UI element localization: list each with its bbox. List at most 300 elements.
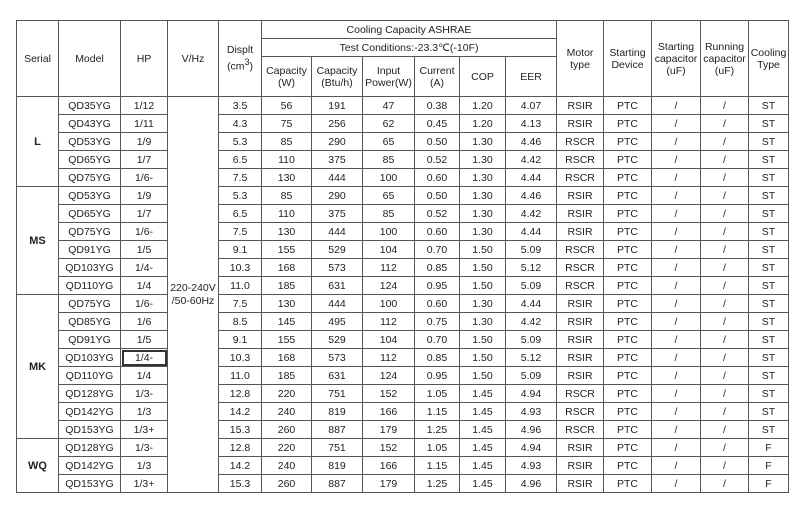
eer-cell: 5.12	[506, 259, 557, 277]
current-cell: 1.15	[415, 457, 460, 475]
current-cell: 0.85	[415, 259, 460, 277]
eer-cell: 4.94	[506, 439, 557, 457]
model-cell: QD91YG	[59, 331, 121, 349]
running-capacitor-cell: /	[701, 367, 749, 385]
header-test-conditions: Test Conditions:-23.3℃(-10F)	[262, 39, 557, 57]
cooling-type-cell: ST	[749, 403, 789, 421]
eer-cell: 4.44	[506, 169, 557, 187]
header-displacement-sup: 3	[244, 57, 250, 68]
hp-cell: 1/6-	[121, 223, 168, 241]
starting-capacitor-cell: /	[652, 421, 701, 439]
capacity-w-cell: 168	[262, 259, 312, 277]
current-cell: 1.05	[415, 439, 460, 457]
displacement-cell: 15.3	[219, 475, 262, 493]
model-cell: QD53YG	[59, 133, 121, 151]
current-cell: 0.85	[415, 349, 460, 367]
starting-capacitor-cell: /	[652, 367, 701, 385]
table-row	[17, 349, 789, 367]
table-row	[17, 295, 789, 313]
cop-cell: 1.30	[460, 187, 506, 205]
running-capacitor-cell: /	[701, 241, 749, 259]
running-capacitor-cell: /	[701, 349, 749, 367]
eer-cell: 4.93	[506, 457, 557, 475]
cop-cell: 1.30	[460, 295, 506, 313]
starting-device-cell: PTC	[604, 421, 652, 439]
hp-cell: 1/9	[121, 187, 168, 205]
motor-type-cell: RSCR	[557, 151, 604, 169]
cooling-type-cell: ST	[749, 331, 789, 349]
table-row	[17, 313, 789, 331]
motor-type-cell: RSIR	[557, 115, 604, 133]
eer-cell: 4.46	[506, 187, 557, 205]
motor-type-cell: RSIR	[557, 457, 604, 475]
starting-capacitor-cell: /	[652, 187, 701, 205]
cop-cell: 1.45	[460, 385, 506, 403]
current-cell: 1.25	[415, 421, 460, 439]
running-capacitor-cell: /	[701, 97, 749, 115]
hp-cell: 1/5	[121, 331, 168, 349]
starting-capacitor-cell: /	[652, 133, 701, 151]
table-row	[17, 403, 789, 421]
starting-capacitor-cell: /	[652, 205, 701, 223]
eer-cell: 4.94	[506, 385, 557, 403]
table-row	[17, 205, 789, 223]
input-power-cell: 85	[363, 151, 415, 169]
capacity-w-cell: 130	[262, 169, 312, 187]
capacity-btu-cell: 751	[312, 385, 363, 403]
motor-type-cell: RSCR	[557, 403, 604, 421]
motor-type-cell: RSIR	[557, 187, 604, 205]
capacity-btu-cell: 887	[312, 475, 363, 493]
capacity-w-cell: 85	[262, 133, 312, 151]
voltage-cell: 220-240V /50-60Hz	[168, 97, 219, 493]
hp-cell: 1/9	[121, 133, 168, 151]
table-row	[17, 385, 789, 403]
eer-cell: 4.44	[506, 223, 557, 241]
displacement-cell: 10.3	[219, 349, 262, 367]
hp-cell: 1/6-	[121, 295, 168, 313]
input-power-cell: 100	[363, 169, 415, 187]
motor-type-cell: RSIR	[557, 97, 604, 115]
model-cell: QD35YG	[59, 97, 121, 115]
capacity-w-cell: 155	[262, 331, 312, 349]
cooling-type-cell: ST	[749, 259, 789, 277]
current-cell: 0.60	[415, 223, 460, 241]
current-cell: 0.60	[415, 169, 460, 187]
input-power-cell: 100	[363, 295, 415, 313]
cooling-type-cell: ST	[749, 367, 789, 385]
capacity-btu-cell: 375	[312, 205, 363, 223]
table-row	[17, 331, 789, 349]
motor-type-cell: RSCR	[557, 241, 604, 259]
starting-device-cell: PTC	[604, 151, 652, 169]
motor-type-cell: RSCR	[557, 259, 604, 277]
capacity-w-cell: 168	[262, 349, 312, 367]
cop-cell: 1.20	[460, 97, 506, 115]
displacement-cell: 5.3	[219, 187, 262, 205]
cooling-type-cell: F	[749, 475, 789, 493]
input-power-cell: 85	[363, 205, 415, 223]
hp-cell: 1/3+	[121, 475, 168, 493]
displacement-cell: 4.3	[219, 115, 262, 133]
hp-cell: 1/4	[121, 367, 168, 385]
starting-device-cell: PTC	[604, 97, 652, 115]
eer-cell: 4.42	[506, 151, 557, 169]
starting-capacitor-cell: /	[652, 169, 701, 187]
hp-cell: 1/4-	[121, 349, 168, 367]
capacity-w-cell: 130	[262, 223, 312, 241]
capacity-btu-cell: 819	[312, 457, 363, 475]
model-cell: QD91YG	[59, 241, 121, 259]
cop-cell: 1.30	[460, 169, 506, 187]
cooling-type-cell: ST	[749, 277, 789, 295]
eer-cell: 4.96	[506, 475, 557, 493]
displacement-cell: 7.5	[219, 295, 262, 313]
starting-capacitor-cell: /	[652, 241, 701, 259]
capacity-btu-cell: 444	[312, 223, 363, 241]
starting-capacitor-cell: /	[652, 223, 701, 241]
capacity-btu-cell: 290	[312, 187, 363, 205]
table-body	[17, 97, 789, 493]
running-capacitor-cell: /	[701, 313, 749, 331]
motor-type-cell: RSIR	[557, 439, 604, 457]
motor-type-cell: RSIR	[557, 313, 604, 331]
capacity-w-cell: 185	[262, 367, 312, 385]
header-starting-capacitor: Starting capacitor (uF)	[652, 21, 701, 97]
current-cell: 0.70	[415, 241, 460, 259]
capacity-btu-cell: 573	[312, 349, 363, 367]
table-row	[17, 277, 789, 295]
starting-device-cell: PTC	[604, 439, 652, 457]
table-row	[17, 367, 789, 385]
cooling-type-cell: ST	[749, 169, 789, 187]
capacity-w-cell: 260	[262, 421, 312, 439]
input-power-cell: 100	[363, 223, 415, 241]
motor-type-cell: RSCR	[557, 133, 604, 151]
table-row	[17, 151, 789, 169]
starting-device-cell: PTC	[604, 169, 652, 187]
serial-cell: L	[17, 97, 59, 187]
starting-device-cell: PTC	[604, 241, 652, 259]
eer-cell: 4.42	[506, 205, 557, 223]
starting-capacitor-cell: /	[652, 457, 701, 475]
serial-cell: WQ	[17, 439, 59, 493]
current-cell: 0.95	[415, 277, 460, 295]
cooling-type-cell: ST	[749, 151, 789, 169]
starting-device-cell: PTC	[604, 259, 652, 277]
capacity-btu-cell: 290	[312, 133, 363, 151]
hp-cell: 1/3	[121, 403, 168, 421]
table-row	[17, 187, 789, 205]
capacity-w-cell: 110	[262, 151, 312, 169]
cooling-type-cell: ST	[749, 313, 789, 331]
header-displacement	[219, 21, 262, 97]
capacity-btu-cell: 375	[312, 151, 363, 169]
displacement-cell: 8.5	[219, 313, 262, 331]
cooling-type-cell: ST	[749, 349, 789, 367]
input-power-cell: 166	[363, 403, 415, 421]
capacity-w-cell: 220	[262, 385, 312, 403]
starting-capacitor-cell: /	[652, 151, 701, 169]
hp-cell: 1/6-	[121, 169, 168, 187]
header-vhz: V/Hz	[168, 21, 219, 97]
cooling-type-cell: ST	[749, 421, 789, 439]
motor-type-cell: RSIR	[557, 349, 604, 367]
displacement-cell: 7.5	[219, 223, 262, 241]
current-cell: 1.25	[415, 475, 460, 493]
header-model: Model	[59, 21, 121, 97]
current-cell: 0.95	[415, 367, 460, 385]
header-displacement-close: )	[249, 60, 253, 73]
serial-cell: MS	[17, 187, 59, 295]
cooling-type-cell: F	[749, 457, 789, 475]
cop-cell: 1.50	[460, 349, 506, 367]
capacity-w-cell: 75	[262, 115, 312, 133]
table-row	[17, 475, 789, 493]
displacement-cell: 9.1	[219, 241, 262, 259]
starting-device-cell: PTC	[604, 187, 652, 205]
capacity-btu-cell: 631	[312, 277, 363, 295]
hp-cell: 1/5	[121, 241, 168, 259]
model-cell: QD153YG	[59, 421, 121, 439]
starting-device-cell: PTC	[604, 367, 652, 385]
capacity-w-cell: 85	[262, 187, 312, 205]
current-cell: 0.52	[415, 151, 460, 169]
input-power-cell: 179	[363, 475, 415, 493]
cooling-type-cell: ST	[749, 187, 789, 205]
hp-cell: 1/4-	[121, 259, 168, 277]
current-cell: 0.60	[415, 295, 460, 313]
model-cell: QD128YG	[59, 385, 121, 403]
input-power-cell: 104	[363, 241, 415, 259]
hp-cell: 1/3-	[121, 385, 168, 403]
input-power-cell: 124	[363, 367, 415, 385]
capacity-btu-cell: 529	[312, 331, 363, 349]
header-motor-type: Motor type	[557, 21, 604, 97]
serial-cell: MK	[17, 295, 59, 439]
motor-type-cell: RSIR	[557, 295, 604, 313]
running-capacitor-cell: /	[701, 259, 749, 277]
motor-type-cell: RSCR	[557, 169, 604, 187]
input-power-cell: 65	[363, 187, 415, 205]
capacity-w-cell: 56	[262, 97, 312, 115]
input-power-cell: 112	[363, 313, 415, 331]
capacity-w-cell: 260	[262, 475, 312, 493]
capacity-w-cell: 240	[262, 403, 312, 421]
model-cell: QD103YG	[59, 259, 121, 277]
capacity-btu-cell: 529	[312, 241, 363, 259]
header-hp: HP	[121, 21, 168, 97]
input-power-cell: 47	[363, 97, 415, 115]
cop-cell: 1.50	[460, 241, 506, 259]
running-capacitor-cell: /	[701, 205, 749, 223]
table-row	[17, 439, 789, 457]
displacement-cell: 10.3	[219, 259, 262, 277]
hp-cell: 1/3+	[121, 421, 168, 439]
header-input-power: Input Power(W)	[363, 57, 415, 97]
starting-capacitor-cell: /	[652, 439, 701, 457]
eer-cell: 4.46	[506, 133, 557, 151]
header-eer: EER	[506, 57, 557, 97]
cop-cell: 1.45	[460, 421, 506, 439]
model-cell: QD65YG	[59, 205, 121, 223]
cop-cell: 1.45	[460, 439, 506, 457]
motor-type-cell: RSCR	[557, 421, 604, 439]
starting-device-cell: PTC	[604, 457, 652, 475]
starting-device-cell: PTC	[604, 133, 652, 151]
cooling-type-cell: ST	[749, 385, 789, 403]
model-cell: QD75YG	[59, 169, 121, 187]
input-power-cell: 65	[363, 133, 415, 151]
displacement-cell: 14.2	[219, 457, 262, 475]
input-power-cell: 179	[363, 421, 415, 439]
cooling-type-cell: ST	[749, 205, 789, 223]
current-cell: 0.50	[415, 133, 460, 151]
cop-cell: 1.30	[460, 313, 506, 331]
displacement-cell: 6.5	[219, 151, 262, 169]
table-row	[17, 421, 789, 439]
starting-device-cell: PTC	[604, 403, 652, 421]
cop-cell: 1.30	[460, 133, 506, 151]
running-capacitor-cell: /	[701, 421, 749, 439]
capacity-btu-cell: 887	[312, 421, 363, 439]
motor-type-cell: RSIR	[557, 223, 604, 241]
table-row	[17, 169, 789, 187]
hp-cell: 1/4	[121, 277, 168, 295]
cooling-type-cell: ST	[749, 115, 789, 133]
running-capacitor-cell: /	[701, 475, 749, 493]
cop-cell: 1.30	[460, 151, 506, 169]
input-power-cell: 62	[363, 115, 415, 133]
running-capacitor-cell: /	[701, 223, 749, 241]
running-capacitor-cell: /	[701, 295, 749, 313]
eer-cell: 4.42	[506, 313, 557, 331]
header-serial: Serial	[17, 21, 59, 97]
starting-capacitor-cell: /	[652, 259, 701, 277]
starting-device-cell: PTC	[604, 115, 652, 133]
capacity-btu-cell: 819	[312, 403, 363, 421]
starting-capacitor-cell: /	[652, 475, 701, 493]
displacement-cell: 5.3	[219, 133, 262, 151]
starting-capacitor-cell: /	[652, 349, 701, 367]
header-displacement-label: Displt	[226, 44, 254, 57]
current-cell: 0.45	[415, 115, 460, 133]
cop-cell: 1.30	[460, 205, 506, 223]
cop-cell: 1.50	[460, 259, 506, 277]
input-power-cell: 152	[363, 439, 415, 457]
cop-cell: 1.50	[460, 367, 506, 385]
model-cell: QD53YG	[59, 187, 121, 205]
hp-cell: 1/12	[121, 97, 168, 115]
eer-cell: 4.44	[506, 295, 557, 313]
running-capacitor-cell: /	[701, 439, 749, 457]
running-capacitor-cell: /	[701, 187, 749, 205]
cop-cell: 1.50	[460, 331, 506, 349]
cooling-type-cell: ST	[749, 241, 789, 259]
hp-cell: 1/11	[121, 115, 168, 133]
eer-cell: 5.09	[506, 241, 557, 259]
hp-cell: 1/6	[121, 313, 168, 331]
model-cell: QD75YG	[59, 295, 121, 313]
header-current: Current (A)	[415, 57, 460, 97]
table-row	[17, 133, 789, 151]
capacity-btu-cell: 191	[312, 97, 363, 115]
running-capacitor-cell: /	[701, 169, 749, 187]
capacity-w-cell: 145	[262, 313, 312, 331]
motor-type-cell: RSIR	[557, 331, 604, 349]
motor-type-cell: RSIR	[557, 205, 604, 223]
header-cop: COP	[460, 57, 506, 97]
displacement-cell: 12.8	[219, 385, 262, 403]
displacement-cell: 11.0	[219, 277, 262, 295]
header-capacity-w: Capacity (W)	[262, 57, 312, 97]
model-cell: QD110YG	[59, 367, 121, 385]
starting-capacitor-cell: /	[652, 277, 701, 295]
current-cell: 0.38	[415, 97, 460, 115]
eer-cell: 5.09	[506, 367, 557, 385]
starting-capacitor-cell: /	[652, 403, 701, 421]
displacement-cell: 15.3	[219, 421, 262, 439]
header-running-capacitor: Running capacitor (uF)	[701, 21, 749, 97]
cooling-type-cell: ST	[749, 295, 789, 313]
starting-capacitor-cell: /	[652, 115, 701, 133]
table-row	[17, 115, 789, 133]
running-capacitor-cell: /	[701, 133, 749, 151]
current-cell: 1.05	[415, 385, 460, 403]
starting-capacitor-cell: /	[652, 295, 701, 313]
model-cell: QD85YG	[59, 313, 121, 331]
capacity-btu-cell: 573	[312, 259, 363, 277]
eer-cell: 4.07	[506, 97, 557, 115]
capacity-w-cell: 240	[262, 457, 312, 475]
input-power-cell: 112	[363, 349, 415, 367]
cop-cell: 1.50	[460, 277, 506, 295]
cop-cell: 1.45	[460, 403, 506, 421]
eer-cell: 5.12	[506, 349, 557, 367]
current-cell: 1.15	[415, 403, 460, 421]
model-cell: QD103YG	[59, 349, 121, 367]
header-starting-device: Starting Device	[604, 21, 652, 97]
displacement-cell: 9.1	[219, 331, 262, 349]
capacity-w-cell: 185	[262, 277, 312, 295]
eer-cell: 4.93	[506, 403, 557, 421]
cooling-type-cell: ST	[749, 223, 789, 241]
input-power-cell: 104	[363, 331, 415, 349]
capacity-btu-cell: 751	[312, 439, 363, 457]
model-cell: QD128YG	[59, 439, 121, 457]
hp-cell: 1/3	[121, 457, 168, 475]
starting-device-cell: PTC	[604, 223, 652, 241]
eer-cell: 5.09	[506, 277, 557, 295]
table-row	[17, 241, 789, 259]
cop-cell: 1.45	[460, 457, 506, 475]
running-capacitor-cell: /	[701, 115, 749, 133]
compressor-spec-table	[16, 20, 789, 493]
header-cooling-type: Cooling Type	[749, 21, 789, 97]
displacement-cell: 6.5	[219, 205, 262, 223]
hp-cell: 1/7	[121, 151, 168, 169]
model-cell: QD110YG	[59, 277, 121, 295]
header-capacity-btu: Capacity (Btu/h)	[312, 57, 363, 97]
current-cell: 0.75	[415, 313, 460, 331]
cooling-type-cell: ST	[749, 133, 789, 151]
running-capacitor-cell: /	[701, 277, 749, 295]
model-cell: QD142YG	[59, 457, 121, 475]
table-row	[17, 97, 789, 115]
starting-device-cell: PTC	[604, 205, 652, 223]
header-displacement-unit: (cm	[227, 60, 245, 73]
cop-cell: 1.45	[460, 475, 506, 493]
